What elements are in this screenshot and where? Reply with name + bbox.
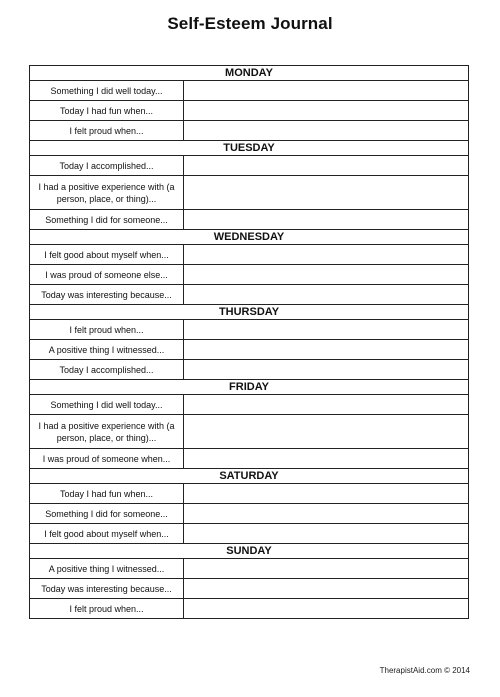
- day-heading-wednesday: WEDNESDAY: [30, 230, 469, 245]
- journal-row: [30, 81, 469, 101]
- day-header-row: [30, 230, 469, 245]
- day-header-row: [30, 469, 469, 484]
- journal-row: [30, 524, 469, 544]
- answer-field[interactable]: [184, 265, 469, 285]
- journal-row: [30, 415, 469, 449]
- prompt-label: I was proud of someone when...: [30, 449, 184, 469]
- copyright-footer: TherapistAid.com © 2014: [379, 666, 470, 675]
- day-heading-thursday: THURSDAY: [30, 305, 469, 320]
- answer-field[interactable]: [184, 504, 469, 524]
- prompt-label: I felt good about myself when...: [30, 524, 184, 544]
- prompt-label: A positive thing I witnessed...: [30, 340, 184, 360]
- day-heading-monday: MONDAY: [30, 66, 469, 81]
- day-heading-friday: FRIDAY: [30, 380, 469, 395]
- day-header-row: [30, 305, 469, 320]
- journal-row: [30, 579, 469, 599]
- journal-row: [30, 156, 469, 176]
- answer-field[interactable]: [184, 101, 469, 121]
- prompt-label: I felt proud when...: [30, 599, 184, 619]
- journal-row: [30, 285, 469, 305]
- day-header-row: [30, 544, 469, 559]
- prompt-label: I had a positive experience with (a person, place, or thing)...: [30, 415, 184, 449]
- journal-row: [30, 484, 469, 504]
- day-header-row: [30, 66, 469, 81]
- journal-row: [30, 559, 469, 579]
- answer-field[interactable]: [184, 285, 469, 305]
- prompt-label: Today I accomplished...: [30, 156, 184, 176]
- answer-field[interactable]: [184, 245, 469, 265]
- day-heading-saturday: SATURDAY: [30, 469, 469, 484]
- prompt-label: I was proud of someone else...: [30, 265, 184, 285]
- prompt-label: Today I accomplished...: [30, 360, 184, 380]
- answer-field[interactable]: [184, 579, 469, 599]
- prompt-label: Today I had fun when...: [30, 101, 184, 121]
- journal-row: [30, 176, 469, 210]
- journal-row: [30, 320, 469, 340]
- prompt-label: I felt proud when...: [30, 320, 184, 340]
- journal-table: [29, 65, 469, 619]
- prompt-label: A positive thing I witnessed...: [30, 559, 184, 579]
- journal-row: [30, 245, 469, 265]
- prompt-label: Something I did well today...: [30, 395, 184, 415]
- answer-field[interactable]: [184, 484, 469, 504]
- answer-field[interactable]: [184, 599, 469, 619]
- prompt-label: Something I did for someone...: [30, 504, 184, 524]
- answer-field[interactable]: [184, 121, 469, 141]
- prompt-label: Today was interesting because...: [30, 579, 184, 599]
- prompt-label: I felt proud when...: [30, 121, 184, 141]
- journal-row: [30, 360, 469, 380]
- day-header-row: [30, 380, 469, 395]
- prompt-label: Today was interesting because...: [30, 285, 184, 305]
- answer-field[interactable]: [184, 415, 469, 449]
- answer-field[interactable]: [184, 395, 469, 415]
- journal-row: [30, 599, 469, 619]
- answer-field[interactable]: [184, 81, 469, 101]
- prompt-label: I felt good about myself when...: [30, 245, 184, 265]
- day-heading-sunday: SUNDAY: [30, 544, 469, 559]
- journal-row: [30, 121, 469, 141]
- journal-row: [30, 395, 469, 415]
- journal-row: [30, 101, 469, 121]
- answer-field[interactable]: [184, 524, 469, 544]
- journal-row: [30, 265, 469, 285]
- journal-row: [30, 449, 469, 469]
- answer-field[interactable]: [184, 320, 469, 340]
- day-heading-tuesday: TUESDAY: [30, 141, 469, 156]
- page-title: Self-Esteem Journal: [167, 14, 333, 33]
- answer-field[interactable]: [184, 210, 469, 230]
- prompt-label: I had a positive experience with (a person, place, or thing)...: [30, 176, 184, 210]
- journal-row: [30, 210, 469, 230]
- answer-field[interactable]: [184, 449, 469, 469]
- prompt-label: Something I did well today...: [30, 81, 184, 101]
- prompt-label: Today I had fun when...: [30, 484, 184, 504]
- prompt-label: Something I did for someone...: [30, 210, 184, 230]
- answer-field[interactable]: [184, 176, 469, 210]
- answer-field[interactable]: [184, 360, 469, 380]
- journal-row: [30, 504, 469, 524]
- journal-row: [30, 340, 469, 360]
- day-header-row: [30, 141, 469, 156]
- answer-field[interactable]: [184, 340, 469, 360]
- answer-field[interactable]: [184, 559, 469, 579]
- answer-field[interactable]: [184, 156, 469, 176]
